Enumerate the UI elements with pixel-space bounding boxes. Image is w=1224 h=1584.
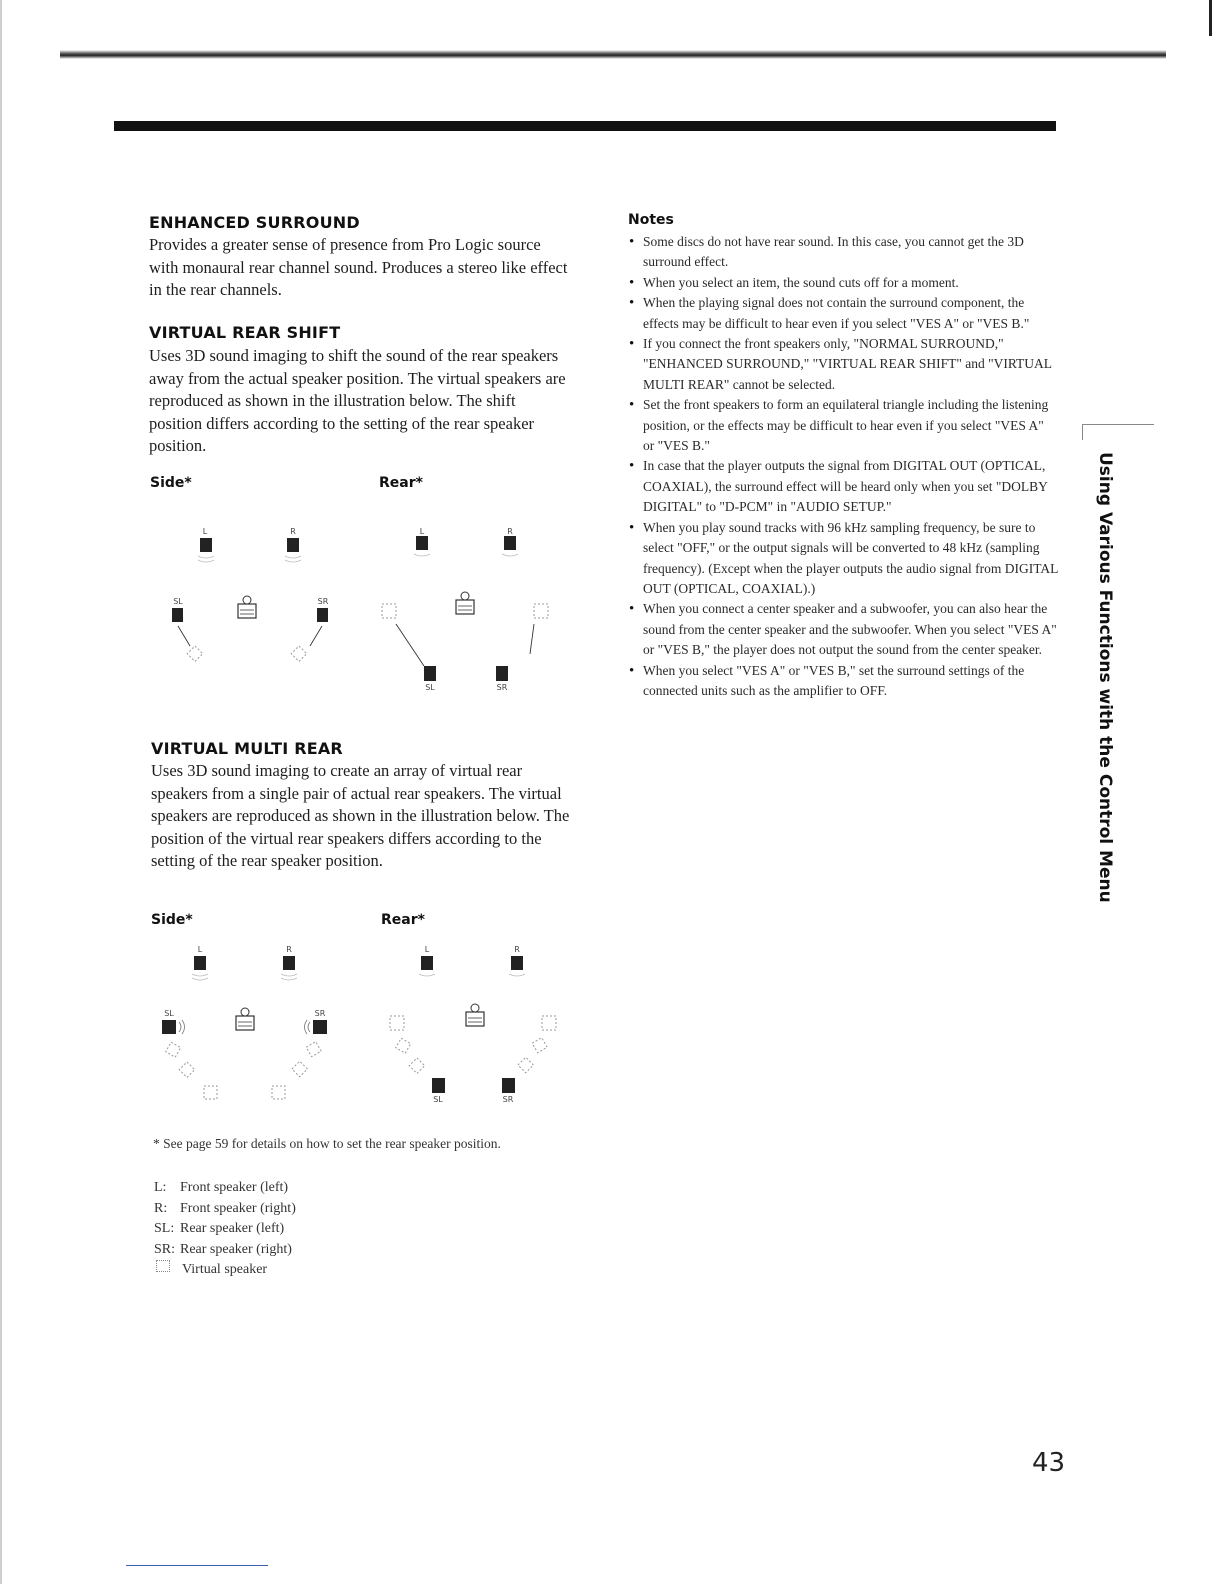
virtual-speaker — [382, 604, 396, 618]
speaker-legend — [154, 1178, 296, 1281]
virtual-speaker — [292, 1061, 308, 1077]
virtual-speaker — [166, 1042, 181, 1057]
scan-edge — [0, 0, 2, 1584]
chapter-side-tab-text: Using Various Functions with the Control Menu — [1095, 452, 1115, 903]
label-R: R — [286, 945, 292, 954]
diagram-rear-label: Rear* — [381, 912, 425, 928]
legend-key: SL: — [154, 1221, 175, 1236]
diagram-side-label: Side* — [150, 475, 192, 491]
legend-row — [154, 1240, 296, 1261]
virtual-speaker — [396, 1038, 411, 1053]
footnote: * See page 59 for details on how to set the rear speaker position. — [153, 1136, 501, 1151]
legend-text: Rear speaker (right) — [180, 1241, 292, 1257]
legend-key: SR: — [154, 1241, 176, 1257]
virtual-speaker — [518, 1057, 534, 1073]
rear-right-speaker — [313, 1020, 327, 1034]
virtual-multi-rear-heading: VIRTUAL MULTI REAR — [151, 739, 343, 758]
virtual-speaker — [532, 1038, 547, 1053]
virtual-multi-rear-diagram — [150, 940, 570, 1110]
virtual-rear-shift-diagram — [150, 520, 570, 700]
label-SL: SL — [433, 1095, 443, 1104]
legend-row — [154, 1178, 296, 1199]
label-L: L — [202, 527, 208, 536]
front-left-speaker — [416, 536, 428, 550]
virtual-speaker — [542, 1016, 556, 1030]
legend-text: Virtual speaker — [182, 1262, 268, 1277]
note-item: • When you connect a center speaker and a subwoofer, you can also hear the sound from the center speaker and the subwoofer. When you select "VES A" or "VES B," the player does not output the sound from the center speaker. — [628, 599, 1058, 660]
rear-left-speaker — [432, 1078, 445, 1093]
legend-text: Rear speaker (left) — [180, 1221, 285, 1236]
virtual-speaker — [390, 1016, 404, 1030]
top-scan-line — [60, 50, 1166, 59]
label-L: L — [197, 945, 203, 954]
virtual-speaker — [534, 604, 548, 618]
rear-left-speaker — [162, 1020, 176, 1034]
rear-right-speaker — [317, 608, 328, 622]
virtual-speaker — [272, 1086, 285, 1099]
bottom-line — [126, 1565, 268, 1566]
virtual-speaker-icon — [156, 1260, 170, 1272]
label-SL: SL — [173, 597, 183, 606]
note-item: • Some discs do not have rear sound. In this case, you cannot get the 3D surround effect. — [628, 232, 1058, 273]
legend-key: R: — [154, 1200, 168, 1216]
front-right-speaker — [283, 956, 295, 970]
virtual-speaker — [409, 1058, 425, 1074]
note-item: • When you play sound tracks with 96 kHz sampling frequency, be sure to select "OFF," or the output signals will be converted to 48 kHz (sampling frequency). (Except when the player outputs the audio signal from DIGITAL OUT (OPTICAL, COAXIAL).) — [628, 518, 1058, 600]
note-item: • When you select "VES A" or "VES B," set the surround settings of the connected units such as the amplifier to OFF. — [628, 661, 1058, 702]
legend-key: L: — [154, 1180, 167, 1195]
listener-icon — [456, 592, 474, 614]
label-R: R — [514, 945, 520, 954]
label-L: L — [419, 527, 425, 536]
note-item: • Set the front speakers to form an equilateral triangle including the listening position, or the effects may be difficult to hear even if you select "VES A" or "VES B." — [628, 395, 1058, 456]
virtual-rear-shift-text: Uses 3D sound imaging to shift the sound of the rear speakers away from the actual speaker position. The virtual speakers are reproduced as shown in the illustration below. The shift position differs according to the setting of the rear speaker position. — [149, 346, 566, 455]
label-SL: SL — [425, 683, 435, 692]
listener-icon — [236, 1008, 254, 1030]
tab-tick — [1082, 424, 1083, 440]
label-SL: SL — [164, 1009, 174, 1018]
diagram-rear-label: Rear* — [379, 475, 423, 491]
virtual-speaker — [291, 646, 307, 662]
virtual-rear-shift-heading: VIRTUAL REAR SHIFT — [149, 323, 341, 342]
page-number: 43 — [1032, 1448, 1066, 1478]
label-SR: SR — [314, 1009, 326, 1018]
virtual-speaker — [187, 646, 203, 662]
label-L: L — [424, 945, 430, 954]
legend-row — [154, 1219, 296, 1240]
notes-list — [628, 232, 1058, 701]
enhanced-surround-heading: ENHANCED SURROUND — [149, 213, 360, 232]
chapter-side-tab — [1095, 452, 1135, 903]
tab-line — [1082, 424, 1154, 425]
legend-row — [154, 1199, 296, 1220]
front-right-speaker — [504, 536, 516, 550]
front-right-speaker — [287, 538, 299, 552]
listener-icon — [238, 596, 256, 618]
front-right-speaker — [511, 956, 523, 970]
label-SR: SR — [502, 1095, 514, 1104]
note-item: • In case that the player outputs the signal from DIGITAL OUT (OPTICAL, COAXIAL), the surround effect will be heard only when you set "DOLBY DIGITAL" to "D-PCM" in "AUDIO SETUP." — [628, 456, 1058, 517]
note-item: • If you connect the front speakers only, "NORMAL SURROUND," "ENHANCED SURROUND," "VIRTUAL REAR SHIFT" and "VIRTUAL MULTI REAR" cannot be selected. — [628, 334, 1058, 395]
legend-text: Front speaker (left) — [180, 1180, 289, 1195]
note-item: • When you select an item, the sound cuts off for a moment. — [628, 273, 1058, 293]
virtual-speaker — [204, 1086, 217, 1099]
rear-right-speaker — [496, 666, 508, 681]
diagram-side-label: Side* — [151, 912, 193, 928]
virtual-speaker — [179, 1062, 195, 1078]
notes-heading: Notes — [628, 212, 674, 228]
label-R: R — [290, 527, 296, 536]
front-left-speaker — [194, 956, 206, 970]
enhanced-surround-text: Provides a greater sense of presence from Pro Logic source with monaural rear channel sound. Produces a stereo like effect in the rear channels. — [149, 235, 568, 299]
rear-left-speaker — [424, 666, 436, 681]
label-SR: SR — [496, 683, 508, 692]
front-left-speaker — [421, 956, 433, 970]
scan-mark — [1209, 0, 1212, 36]
virtual-speaker — [306, 1042, 321, 1057]
note-item: • When the playing signal does not contain the surround component, the effects may be difficult to hear even if you select "VES A" or "VES B." — [628, 293, 1058, 334]
legend-row — [154, 1260, 296, 1281]
header-rule — [114, 121, 1056, 131]
listener-icon — [466, 1004, 484, 1026]
front-left-speaker — [200, 538, 212, 552]
legend-text: Front speaker (right) — [180, 1200, 296, 1216]
rear-left-speaker — [172, 608, 183, 622]
rear-right-speaker — [502, 1078, 515, 1093]
virtual-multi-rear-text: Uses 3D sound imaging to create an array of virtual rear speakers from a single pair of actual rear speakers. The virtual speakers are reproduced as shown in the illustration below. The position of the virtual rear speakers differs according to the setting of the rear speaker position. — [151, 761, 570, 870]
label-SR: SR — [317, 597, 329, 606]
label-R: R — [507, 527, 513, 536]
